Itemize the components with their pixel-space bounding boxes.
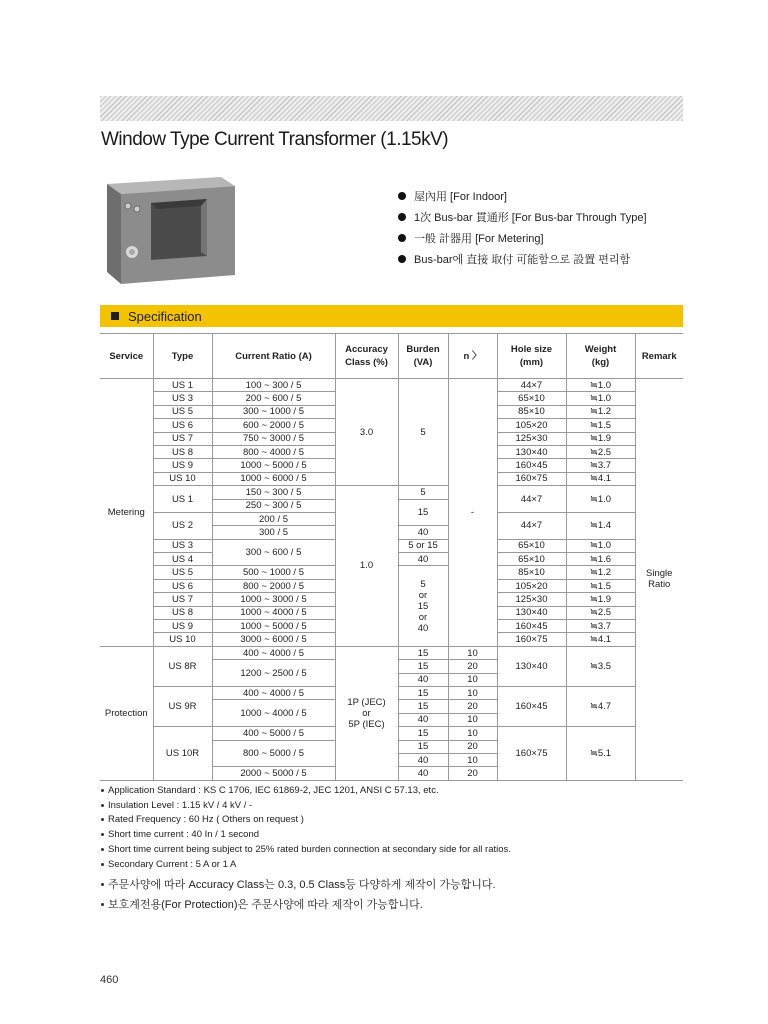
current-ratio-cell: 250 ~ 300 / 5 (212, 499, 335, 512)
remark-line: Ratio (648, 579, 671, 591)
product-image (103, 172, 239, 288)
n-cell: 20 (448, 740, 497, 753)
type-cell: US 8R (153, 646, 212, 686)
burden-cell (398, 566, 448, 646)
header-line: Hole size (510, 344, 553, 355)
current-ratio-cell: 1000 ~ 3000 / 5 (212, 593, 335, 606)
current-ratio-cell: 2000 ~ 5000 / 5 (212, 767, 335, 780)
bullet-icon (101, 804, 104, 807)
hole-size-cell: 85×10 (497, 405, 566, 418)
weight-cell: ≒1.6 (566, 553, 635, 566)
header-line: Burden (406, 344, 440, 355)
burden-line: or (418, 611, 428, 623)
hole-size-cell: 125×30 (497, 593, 566, 606)
n-cell: 20 (448, 767, 497, 780)
note-item (101, 783, 511, 798)
weight-cell: ≒1.2 (566, 405, 635, 418)
header-line: Class (%) (345, 357, 388, 368)
table-row (100, 646, 683, 659)
current-ratio-cell: 1200 ~ 2500 / 5 (212, 660, 335, 687)
service-cell: Protection (100, 646, 153, 780)
screw-icon (125, 203, 131, 209)
weight-cell: ≒4.7 (566, 686, 635, 726)
bullet-icon (398, 255, 406, 263)
n-cell: 10 (448, 686, 497, 699)
bullet-icon (398, 192, 406, 200)
bullet-icon (101, 863, 104, 866)
header-weight (566, 334, 635, 379)
note-item (101, 798, 511, 813)
korean-notes-list (101, 874, 496, 914)
type-cell: US 7 (153, 593, 212, 606)
type-cell: US 10 (153, 472, 212, 485)
hole-size-cell: 160×75 (497, 472, 566, 485)
accuracy-line: 1P (JEC) (347, 696, 386, 708)
header-accuracy-class (335, 334, 398, 379)
current-ratio-cell: 300 ~ 1000 / 5 (212, 405, 335, 418)
table-row (100, 486, 683, 499)
specification-table (100, 333, 683, 781)
hole-size-cell: 160×75 (497, 727, 566, 781)
hole-size-cell: 44×7 (497, 486, 566, 513)
type-cell: US 7 (153, 432, 212, 445)
burden-cell: 5 (398, 486, 448, 499)
bullet-icon (101, 848, 104, 851)
hole-size-cell: 105×20 (497, 419, 566, 432)
weight-cell: ≒1.0 (566, 379, 635, 392)
hole-size-cell: 160×45 (497, 459, 566, 472)
weight-cell: ≒1.4 (566, 512, 635, 539)
feature-text: Bus-bar에 直接 取付 可能함으로 設置 편리함 (414, 253, 631, 266)
accuracy-line: 5P (IEC) (348, 718, 385, 730)
header-remark: Remark (635, 334, 683, 379)
type-cell: US 5 (153, 405, 212, 418)
type-cell: US 2 (153, 512, 212, 539)
feature-item (398, 185, 647, 206)
note-item (101, 894, 496, 914)
current-ratio-cell: 150 ~ 300 / 5 (212, 486, 335, 499)
n-cell: 10 (448, 713, 497, 726)
current-ratio-cell: 3000 ~ 6000 / 5 (212, 633, 335, 646)
weight-cell: ≒2.5 (566, 445, 635, 458)
bullet-icon (398, 213, 406, 221)
weight-cell: ≒3.7 (566, 620, 635, 633)
table-header-row (100, 334, 683, 379)
type-cell: US 9 (153, 459, 212, 472)
note-text: Insulation Level : 1.15 kV / 4 kV / - (108, 799, 253, 811)
note-text: 보호계전용(For Protection)은 주문사양에 따라 제작이 가능합니다. (108, 899, 423, 911)
burden-cell: 40 (398, 713, 448, 726)
screw-icon (134, 206, 140, 212)
specification-heading-bar (100, 305, 683, 327)
burden-cell: 40 (398, 526, 448, 539)
weight-cell: ≒1.5 (566, 419, 635, 432)
burden-cell: 15 (398, 499, 448, 526)
hole-size-cell: 130×40 (497, 606, 566, 619)
burden-cell: 40 (398, 673, 448, 686)
current-ratio-cell: 500 ~ 1000 / 5 (212, 566, 335, 579)
current-ratio-cell: 1000 ~ 6000 / 5 (212, 472, 335, 485)
bullet-icon (101, 883, 104, 886)
hole-size-cell: 130×40 (497, 646, 566, 686)
bullet-icon (101, 833, 104, 836)
weight-cell: ≒3.5 (566, 646, 635, 686)
hole-size-cell: 125×30 (497, 432, 566, 445)
weight-cell: ≒1.0 (566, 486, 635, 513)
current-ratio-cell: 300 ~ 600 / 5 (212, 539, 335, 566)
feature-text: 屋內用 [For Indoor] (414, 190, 507, 203)
header-type: Type (153, 334, 212, 379)
header-current-ratio: Current Ratio (A) (212, 334, 335, 379)
hole-size-cell: 44×7 (497, 379, 566, 392)
type-cell: US 9R (153, 686, 212, 726)
type-cell: US 5 (153, 566, 212, 579)
accuracy-cell: 1.0 (335, 486, 398, 647)
type-cell: US 1 (153, 486, 212, 513)
burden-cell: 40 (398, 767, 448, 780)
feature-text: 一般 計器用 [For Metering] (414, 232, 544, 245)
specification-heading: Specification (128, 308, 202, 324)
note-text: Application Standard : KS C 1706, IEC 61869-2, JEC 1201, ANSI C 57.13, etc. (108, 784, 439, 796)
hole-size-cell: 65×10 (497, 392, 566, 405)
header-hole-size (497, 334, 566, 379)
burden-line: 5 (420, 578, 426, 590)
page-number: 460 (100, 974, 119, 986)
n-cell: 10 (448, 646, 497, 659)
n-cell: - (448, 379, 497, 647)
header-service: Service (100, 334, 153, 379)
note-text: Rated Frequency : 60 Hz ( Others on request ) (108, 814, 304, 826)
feature-item (398, 206, 647, 227)
hole-size-cell: 65×10 (497, 553, 566, 566)
type-cell: US 3 (153, 392, 212, 405)
current-ratio-cell: 800 ~ 4000 / 5 (212, 445, 335, 458)
n-cell: 10 (448, 727, 497, 740)
current-ratio-cell: 200 ~ 600 / 5 (212, 392, 335, 405)
product-label-inner-icon (129, 249, 135, 255)
header-line: (VA) (413, 357, 433, 368)
note-item (101, 874, 496, 894)
accuracy-cell: 3.0 (335, 379, 398, 486)
note-item (101, 857, 511, 872)
header-line: Weight (584, 344, 617, 355)
current-ratio-cell: 1000 ~ 5000 / 5 (212, 620, 335, 633)
bullet-icon (101, 903, 104, 906)
table-row (100, 379, 683, 392)
weight-cell: ≒1.5 (566, 579, 635, 592)
type-cell: US 6 (153, 579, 212, 592)
hole-size-cell: 130×40 (497, 445, 566, 458)
current-ratio-cell: 300 / 5 (212, 526, 335, 539)
accuracy-line: or (362, 707, 371, 719)
type-cell: US 4 (153, 553, 212, 566)
n-cell: 20 (448, 700, 497, 713)
remark-line: Single (646, 568, 673, 580)
bullet-icon (101, 818, 104, 821)
header-hatch-bar (100, 96, 683, 121)
type-cell: US 10R (153, 727, 212, 781)
current-ratio-cell: 1000 ~ 4000 / 5 (212, 700, 335, 727)
hole-size-cell: 160×45 (497, 620, 566, 633)
type-cell: US 8 (153, 445, 212, 458)
type-cell: US 1 (153, 379, 212, 392)
note-text: 주문사양에 따라 Accuracy Class는 0.3, 0.5 Class등 다양하게 제작이 가능합니다. (108, 879, 496, 891)
burden-cell: 5 (398, 379, 448, 486)
feature-item (398, 227, 647, 248)
hole-size-cell: 65×10 (497, 539, 566, 552)
current-ratio-cell: 1000 ~ 5000 / 5 (212, 459, 335, 472)
current-ratio-cell: 400 ~ 4000 / 5 (212, 686, 335, 699)
type-cell: US 9 (153, 620, 212, 633)
current-ratio-cell: 800 ~ 2000 / 5 (212, 579, 335, 592)
current-ratio-cell: 200 / 5 (212, 512, 335, 525)
note-item (101, 813, 511, 828)
current-ratio-cell: 600 ~ 2000 / 5 (212, 419, 335, 432)
remark-cell (635, 379, 683, 781)
current-ratio-cell: 400 ~ 5000 / 5 (212, 727, 335, 740)
burden-cell: 15 (398, 660, 448, 673)
hole-size-cell: 160×45 (497, 686, 566, 726)
current-ratio-cell: 1000 ~ 4000 / 5 (212, 606, 335, 619)
note-text: Short time current : 40 In / 1 second (108, 829, 260, 841)
type-cell: US 3 (153, 539, 212, 552)
burden-cell: 15 (398, 686, 448, 699)
burden-cell: 40 (398, 753, 448, 766)
weight-cell: ≒4.1 (566, 633, 635, 646)
type-cell: US 10 (153, 633, 212, 646)
burden-line: 15 (417, 600, 429, 612)
accuracy-cell (335, 646, 398, 780)
burden-cell: 40 (398, 553, 448, 566)
weight-cell: ≒1.2 (566, 566, 635, 579)
weight-cell: ≒1.0 (566, 539, 635, 552)
hole-size-cell: 105×20 (497, 579, 566, 592)
burden-cell: 15 (398, 646, 448, 659)
burden-line: 40 (417, 622, 429, 634)
type-cell: US 6 (153, 419, 212, 432)
note-item (101, 842, 511, 857)
weight-cell: ≒1.9 (566, 432, 635, 445)
bullet-icon (398, 234, 406, 242)
current-ratio-cell: 100 ~ 300 / 5 (212, 379, 335, 392)
burden-cell: 15 (398, 740, 448, 753)
product-side-face (107, 184, 121, 284)
burden-cell: 15 (398, 700, 448, 713)
weight-cell: ≒1.0 (566, 392, 635, 405)
weight-cell: ≒3.7 (566, 459, 635, 472)
current-ratio-cell: 800 ~ 5000 / 5 (212, 740, 335, 767)
note-text: Secondary Current : 5 A or 1 A (108, 858, 237, 870)
header-line: Accuracy (345, 344, 388, 355)
feature-item (398, 248, 647, 269)
product-window-side-wall (201, 199, 207, 256)
hole-size-cell: 160×75 (497, 633, 566, 646)
n-cell: 10 (448, 753, 497, 766)
square-bullet-icon (111, 312, 119, 320)
weight-cell: ≒2.5 (566, 606, 635, 619)
n-cell: 10 (448, 673, 497, 686)
bullet-icon (101, 789, 104, 792)
notes-list (101, 783, 511, 872)
current-ratio-cell: 750 ~ 3000 / 5 (212, 432, 335, 445)
page-title: Window Type Current Transformer (1.15kV) (101, 129, 449, 150)
note-text: Short time current being subject to 25% rated burden connection at secondary side for all ratios. (108, 844, 511, 856)
type-cell: US 8 (153, 606, 212, 619)
weight-cell: ≒4.1 (566, 472, 635, 485)
feature-text: 1次 Bus-bar 貫通形 [For Bus-bar Through Type] (414, 211, 647, 224)
burden-cell: 5 or 15 (398, 539, 448, 552)
feature-list (398, 185, 647, 269)
header-line: (kg) (591, 357, 610, 368)
n-cell: 20 (448, 660, 497, 673)
header-n: n 〉 (448, 334, 497, 379)
weight-cell: ≒1.9 (566, 593, 635, 606)
current-ratio-cell: 400 ~ 4000 / 5 (212, 646, 335, 659)
hole-size-cell: 85×10 (497, 566, 566, 579)
burden-cell: 15 (398, 727, 448, 740)
header-burden (398, 334, 448, 379)
hole-size-cell: 44×7 (497, 512, 566, 539)
weight-cell: ≒5.1 (566, 727, 635, 781)
burden-line: or (418, 589, 428, 601)
note-item (101, 827, 511, 842)
header-line: (mm) (519, 357, 544, 368)
service-cell: Metering (100, 379, 153, 647)
